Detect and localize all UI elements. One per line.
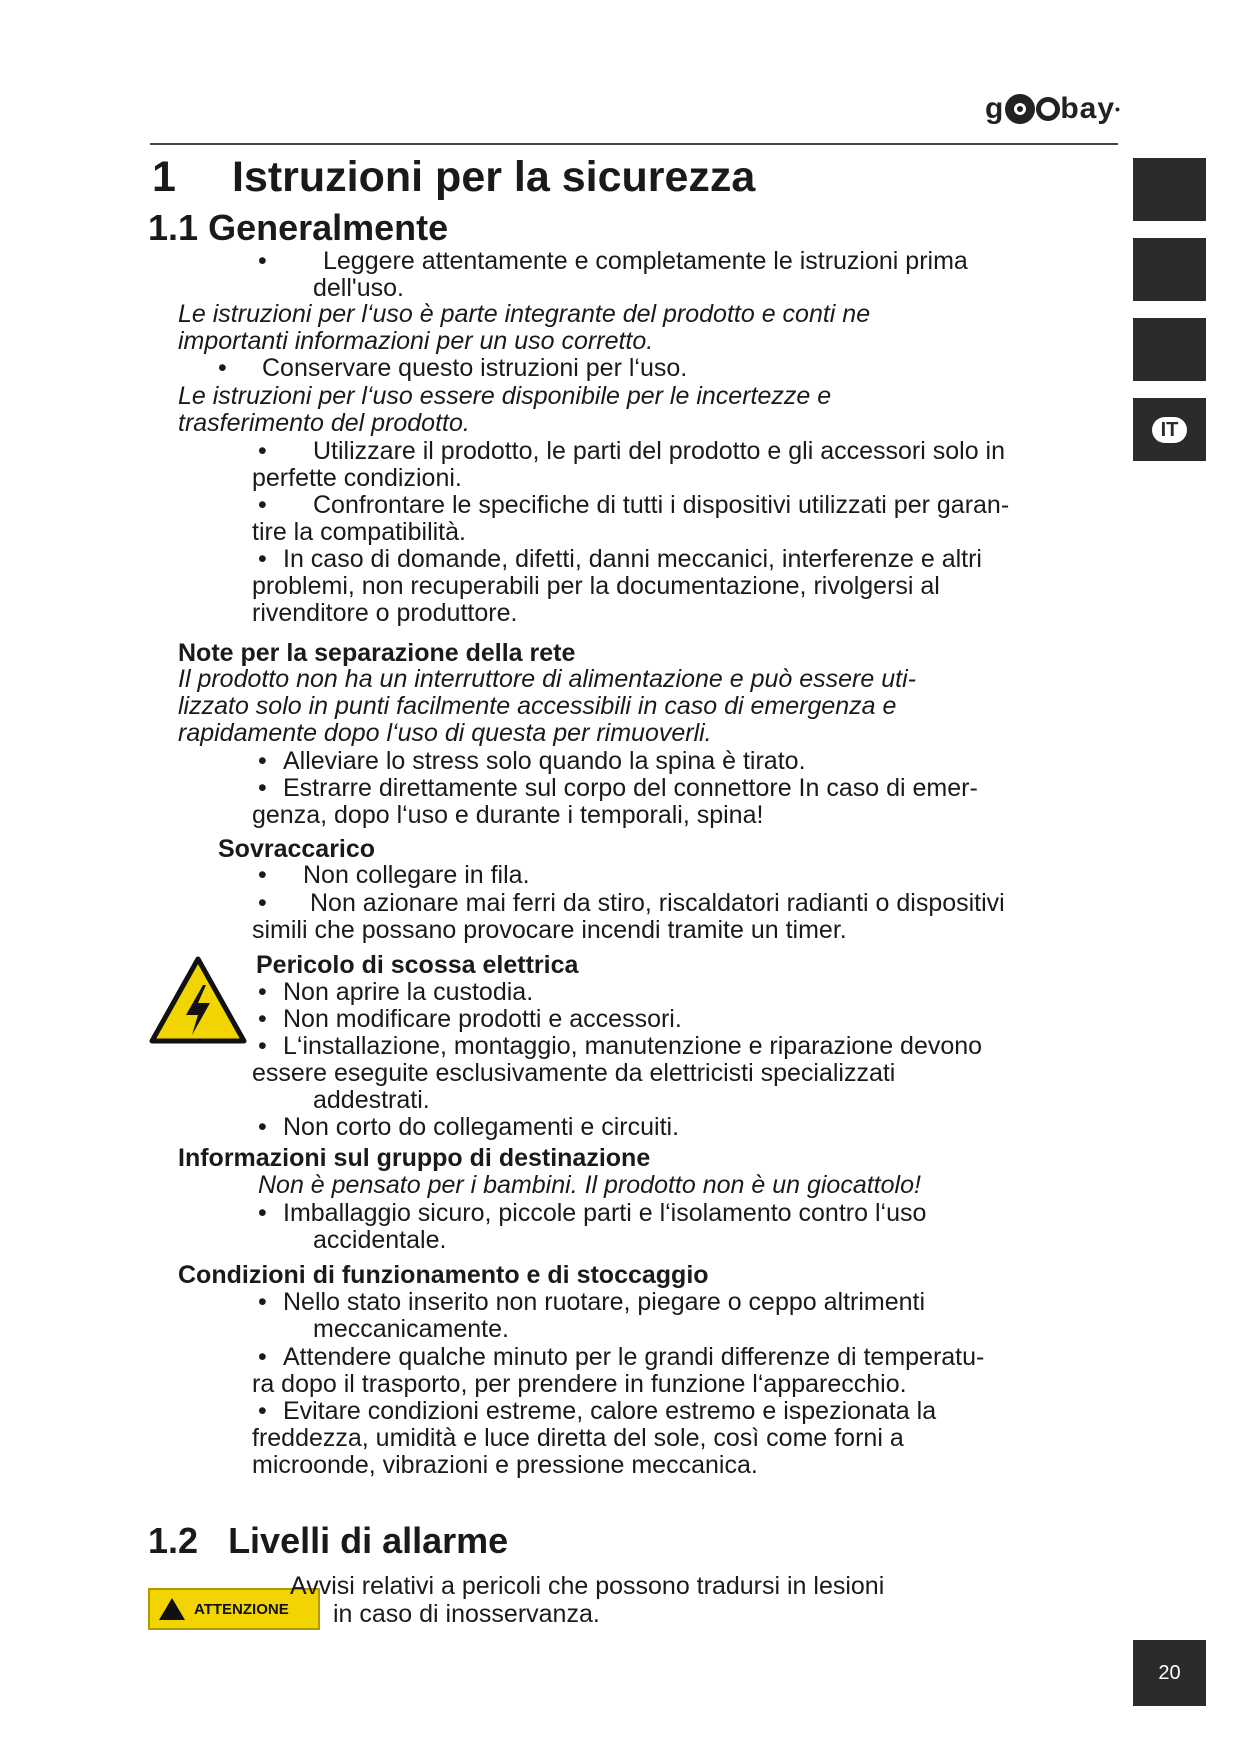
overload-heading: Sovraccarico [218,835,376,863]
operating-item-3-line-3: microonde, vibrazioni e pressione meccanica. [252,1451,758,1479]
overload-item-2-cont: simili che possano provocare incendi tramite un timer. [252,916,847,944]
overload-item-2: • Non azionare mai ferri da stiro, riscaldatori radianti o dispositivi [258,889,1005,917]
section-heading-general [148,207,448,249]
electric-shock-warning-icon [148,955,248,1045]
general-item-1-cont: dell'uso. [313,274,404,302]
language-tab-3[interactable] [1133,318,1206,381]
overload-item-2-line-1: Non azionare mai ferri da stiro, riscaldatori radianti o dispositivi [310,889,1005,917]
electric-item-4-text: Non corto do collegamenti e circuiti. [283,1113,680,1141]
target-group-note: Non è pensato per i bambini. Il prodotto non è un giocattolo! [258,1171,921,1199]
attenzione-badge-label: ATTENZIONE [194,1600,289,1618]
warning-triangle-icon [158,1597,186,1621]
general-note-1-line-1: Le istruzioni per l‘uso è parte integrante del prodotto e conti ne [178,300,871,328]
chapter-title-text: Istruzioni per la sicurezza [232,153,756,201]
target-item-1: • Imballaggio sicuro, piccole parti e l‘isolamento contro l‘uso [258,1199,927,1227]
network-note-line-3: rapidamente dopo l‘uso di questa per rimuoverli. [178,719,712,747]
section-title: Generalmente [208,207,449,248]
general-note-1-line-2: importanti informazioni per un uso corretto. [178,327,654,355]
alarm-section-number: 1.2 [148,1520,199,1561]
operating-item-3: • Evitare condizioni estreme, calore estremo e ispezionata la [258,1397,937,1425]
logo-letter-g: g [985,92,1005,125]
language-tab-2[interactable] [1133,238,1206,301]
language-tab-1[interactable] [1133,158,1206,221]
logo-letters-bay: bay [1060,92,1116,125]
operating-item-1-line-1: Nello stato inserito non ruotare, piegare o ceppo altrimenti [283,1288,926,1316]
section-number: 1.1 [148,207,199,248]
operating-item-1: • Nello stato inserito non ruotare, piegare o ceppo altrimenti [258,1288,926,1316]
operating-item-2-cont: ra dopo il trasporto, per prendere in funzione l‘apparecchio. [252,1370,907,1398]
general-item-3-cont: perfette condizioni. [252,464,462,492]
electric-item-3-line-1: L‘installazione, montaggio, manutenzione e riparazione devono [283,1032,983,1060]
network-note-line-1: Il prodotto non ha un interruttore di alimentazione e può essere uti- [178,665,916,693]
general-item-5-line-1: In caso di domande, difetti, danni meccanici, interferenze e altri [283,545,982,573]
electric-item-1-text: Non aprire la custodia. [283,978,534,1006]
general-item-3-line-1: Utilizzare il prodotto, le parti del prodotto e gli accessori solo in [313,437,1006,465]
general-item-1-line-1: Leggere attentamente e completamente le istruzioni prima [323,247,968,275]
target-group-heading: Informazioni sul gruppo di destinazione [178,1144,651,1172]
network-separation-heading: Note per la separazione della rete [178,639,576,667]
target-item-1-line-1: Imballaggio sicuro, piccole parti e l‘isolamento contro l‘uso [283,1199,927,1227]
page-number-text: 20 [1158,1661,1181,1684]
language-tab-it[interactable] [1133,398,1206,461]
general-note-2-line-2: trasferimento del prodotto. [178,409,470,437]
operating-item-3-line-2: freddezza, umidità e luce diretta del sole, così come forni a [252,1424,904,1452]
overload-item-1-text: Non collegare in fila. [303,861,530,889]
general-item-5-line-2: problemi, non recuperabili per la documentazione, rivolgersi al [252,572,940,600]
electric-item-3: • L‘installazione, montaggio, manutenzione e riparazione devono [258,1032,983,1060]
electric-item-3-line-2: essere eseguite esclusivamente da elettricisti specializzati [252,1059,896,1087]
electric-item-4: • Non corto do collegamenti e circuiti. [258,1113,680,1141]
operating-item-3-line-1: Evitare condizioni estreme, calore estremo e ispezionata la [283,1397,937,1425]
overload-item-1: • Non collegare in fila. [258,861,530,889]
general-item-4-cont: tire la compatibilità. [252,518,466,546]
network-item-2-line-1: Estrarre direttamente sul corpo del connettore In caso di emer- [283,774,978,802]
header-rule [150,143,1118,145]
network-item-1-text: Alleviare lo stress solo quando la spina è tirato. [283,747,806,775]
network-item-2-cont: genza, dopo l‘uso e durante i temporali, spina! [252,801,764,829]
operating-item-1-cont: meccanicamente. [313,1315,509,1343]
logo-ring-icon-2 [1036,97,1060,121]
alarm-text-line-2: in caso di inosservanza. [333,1600,600,1628]
logo-trademark: • [1115,101,1121,117]
chapter-number: 1 [152,153,176,201]
network-item-2: • Estrarre direttamente sul corpo del connettore In caso di emer- [258,774,978,802]
target-item-1-cont: accidentale. [313,1226,447,1254]
electric-item-3-line-3: addestrati. [313,1086,430,1114]
general-item-2: • Conservare questo istruzioni per l‘uso. [218,354,688,382]
operating-item-2: • Attendere qualche minuto per le grandi differenze di temperatu- [258,1343,985,1371]
page-number [1133,1640,1206,1706]
section-heading-alarm-levels [148,1520,508,1562]
electric-item-2: • Non modificare prodotti e accessori. [258,1005,682,1033]
general-item-4: • Confrontare le specifiche di tutti i dispositivi utilizzati per garan- [258,491,1010,519]
electric-item-2-text: Non modificare prodotti e accessori. [283,1005,682,1033]
general-item-5-line-3: rivenditore o produttore. [252,599,518,627]
language-tab-it-label: IT [1152,417,1188,443]
chapter-title [152,153,755,202]
electric-shock-heading: Pericolo di scossa elettrica [256,951,579,979]
general-item-2-text: Conservare questo istruzioni per l‘uso. [262,354,688,382]
logo-ring-icon [1005,94,1035,124]
network-note-line-2: lizzato solo in punti facilmente accessibili in caso di emergenza e [178,692,897,720]
operating-conditions-heading: Condizioni di funzionamento e di stoccaggio [178,1261,709,1289]
electric-item-1: • Non aprire la custodia. [258,978,534,1006]
general-item-1: • Leggere attentamente e completamente le istruzioni prima [258,247,968,275]
operating-item-2-line-1: Attendere qualche minuto per le grandi differenze di temperatu- [283,1343,985,1371]
alarm-section-title: Livelli di allarme [228,1520,509,1561]
goobay-logo [985,92,1121,126]
general-note-2-line-1: Le istruzioni per l‘uso essere disponibile per le incertezze e [178,382,832,410]
network-item-1: • Alleviare lo stress solo quando la spina è tirato. [258,747,806,775]
general-item-4-line-1: Confrontare le specifiche di tutti i dispositivi utilizzati per garan- [313,491,1010,519]
alarm-text-line-1: Avvisi relativi a pericoli che possono tradursi in lesioni [290,1572,885,1600]
general-item-5: • In caso di domande, difetti, danni meccanici, interferenze e altri [258,545,982,573]
general-item-3: • Utilizzare il prodotto, le parti del prodotto e gli accessori solo in [258,437,1006,465]
